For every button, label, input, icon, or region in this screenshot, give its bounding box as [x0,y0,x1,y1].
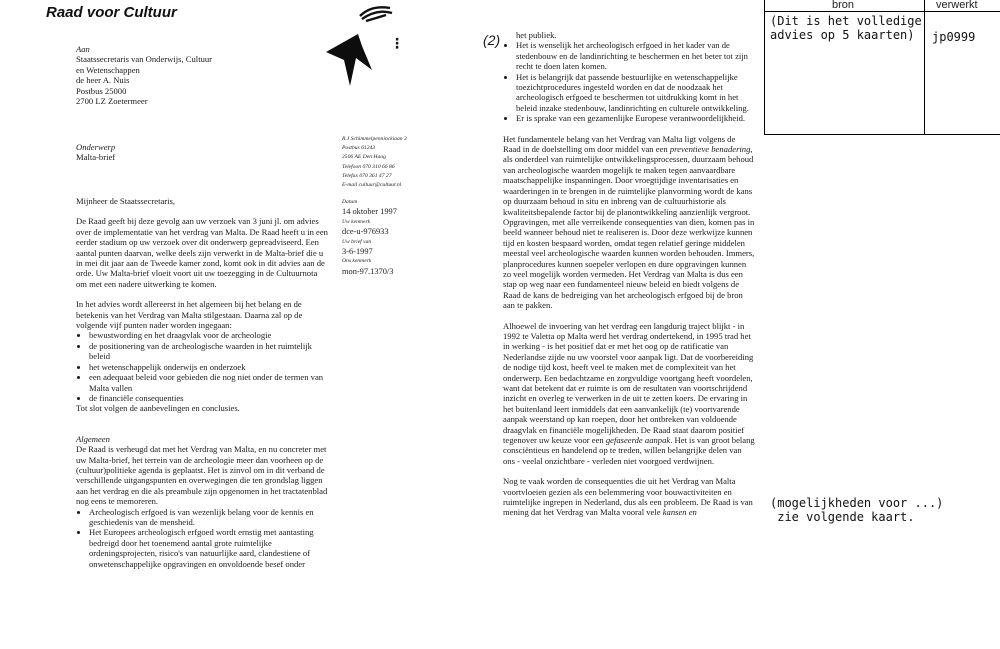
sidebar-address-line: Postbus 61243 [342,145,376,152]
datum-value: 14 oktober 1997 [342,207,397,217]
sidebar-address-line: Telefax 070 361 47 27 [342,172,392,179]
sidebar-address-line: R.J Schimmelpenninckiaan 3 [342,136,407,142]
address-line: Postbus 25000 [76,85,127,96]
uw-kenmerk-label: Uw kenmerk [342,218,371,225]
section-heading: Algemeen [76,433,110,444]
scribble-mark [356,2,396,24]
list-item: • de positionering van de archeologische waarden in het ruimtelijk beleid [89,341,328,362]
list-item: • Het is belangrijk dat passende bestuurlijke en wetenschappelijke toezichtprocedures ingesteld worden en dat de noodzaak het archeologisch erfgoed te beschermen tot uitdrukking komt in het beleid inzake stedenbouw, landinrichting en culturele ontwikkeling. [516,72,755,114]
continuation-note: (mogelijkheden voor ...) zie volgende kaart. [770,496,944,524]
emphasis-text: kansen en [662,507,697,518]
salutation: Mijnheer de Staatssecretaris, [76,196,176,206]
organization-name: Raad voor Cultuur [46,4,177,21]
list-item: • het wetenschappelijk onderwijs en onderzoek [89,362,328,372]
address-line: 2700 LZ Zoetermeer [76,96,148,107]
uw-kenmerk-value: dce-u-976933 [342,227,389,237]
address-to-label: Aan [76,44,90,54]
subject-label: Onderwerp [76,142,116,152]
subject-value: Malta-brief [76,152,116,163]
list-item: • een adequaat beleid voor gebieden die nog niet onder de termen van Malta vallen [89,372,328,393]
subject-block [76,142,276,163]
topic-list [76,330,328,403]
sidebar-meta [342,135,442,277]
address-line: de heer A. Nuis [76,75,130,86]
preamble-list-continued [503,40,755,123]
table-column-divider [924,0,925,134]
paragraph: In het advies wordt allereerst in het algemeen bij het belang en de betekenis van het Verdrag van Malta stilgestaan. Daarna zal op de volgende vijf punten nader worden ingegaan: [76,299,303,331]
sidebar-address-line: E-mail cultuur@cultuur.nl [342,182,402,189]
menu-dots-icon: ⋮ [390,35,404,51]
list-item: • bewustwording en het draagvlak voor de archeologie [89,330,328,340]
emphasis-text: preventieve benadering [669,144,751,155]
table-divider [764,11,1000,12]
left-column [76,196,328,569]
datum-label: Datum [342,199,358,206]
sidebar-address-line: Telefoon 070 310 66 86 [342,163,395,170]
address-line: Staatssecretaris van Onderwijs, Cultuur [76,54,213,65]
ons-kenmerk-label: Ons kenmerk [342,258,372,265]
paragraph: De Raad geeft bij deze gevolg aan uw verzoek van 3 juni jl. om advies over de implementatie van het verdrag van Malta. De Raad heeft u in een eerder stadium op uw verzoek over dit onderwerp gepreadviseerd. Een aantal punten daarvan, welke deels zijn verwerkt in de Malta-brief die u in mei dit jaar aan de Tweede kamer zond, komt ook in dit advies aan de orde. Uw Malta-brief vloeit voort uit uw toezegging in de Cultuurnota om met een nadere uitwerking te komen. [76,216,328,289]
address-block [76,44,296,106]
table-header-bron: bron [832,0,855,11]
paragraph: het publiek. [516,30,557,40]
table-header-verwerkt: verwerkt [936,0,978,11]
preamble-list [76,507,328,569]
paragraph: De Raad is verheugd dat met het Verdrag van Malta, en nu concreter met uw Malta-brief, het terrein van de archeologie meer dan voorheen op de (cultuur)politieke agenda is geplaatst. Het is zinvol om in dit verband de verschillende uitgangspunten en overwegingen die ten grondslag liggen aan het verdrag en die als preambule zijn opgenomen in het tractatenblad nog eens te memoreren. [76,444,328,507]
list-item: • Er is sprake van een gezamenlijke Europese verantwoordelijkheid. [516,113,755,123]
right-column [503,30,755,518]
list-item: • Het is wenselijk het archeologisch erfgoed in het kader van de stedenbouw en de landinrichting te beschermen en het beter tot zijn recht te doen laten komen. [516,40,755,71]
emphasis-text: gefaseerde aanpak [605,435,671,446]
sidebar-address-line: 2506 AE Den Haag [342,154,386,161]
table-note: (Dit is het volledige advies op 5 kaarten) [770,14,922,42]
logo-shape [322,30,384,90]
list-item: • de financiële consequenties [89,393,328,403]
uw-brief-label: Uw brief van [342,238,372,245]
paragraph: Nog te vaak worden de consequenties die uit het Verdrag van Malta voortvloeien gezien als een belemmering voor bouwactiviteiten en ruimtelijke ingrepen in Nederland, dus als een probleem. De Raad is van mening dat het Verdrag van Malta vooral vele kansen en [503,476,753,518]
list-item: • Archeologisch erfgoed is van wezenlijk belang voor de kennis en geschiedenis van de mensheid. [89,507,328,528]
page-number-mark: (2) [483,32,501,48]
paragraph: Alhoewel de invoering van het verdrag een langdurig traject blijkt - in 1992 te Valetta op Malta werd het verdrag ondertekend, in 1995 trad het in werking - is het positief dat er met het oog op de ratificatie van Nederlandse zijde nu uw voorstel voor aanpak ligt. Dat de voorbereiding de nodige tijd kost, heeft veel te maken met de complexiteit van het onderwerp. Een bedachtzame en zorgvuldige voortgang heeft voordelen, want dat betekent dat er ruimte is om de resultaten van voortschrijdend inzicht en overleg te verwerken in de uit te zetten koers. De ervaring in het buitenland leert inmiddels dat een aanvankelijk (te) voortvarende aanpak weerstand op kan roepen, door het ontbreken van voldoende draagvlak en financiële mogelijkheden. De Raad staat daarom positief tegenover uw keuze voor een gefaseerde aanpak. Het is van groot belang consciëntieus en handelend op te treden, willen belangrijke delen van ons - veelal onzichtbare - verleden niet voorgoed verdwijnen. [503,320,755,466]
uw-brief-value: 3-6-1997 [342,246,373,256]
address-line: en Wetenschappen [76,64,140,75]
table-code: jp0999 [932,30,976,44]
paragraph: Het fundamentele belang van het Verdrag van Malta ligt volgens de Raad in de doelstelling om door middel van een preventieve benadering, als onderdeel van ruimtelijke ontwikkelingsprocessen, duurzaam behoud van archeologische waarden mogelijk te maken tegen aanvaardbare maatschappelijke inspanningen. Door vroegtijdige inventarisaties en waarderingen in te brengen in de ruimtelijke planvorming wordt de kans op duurzaam behoud in situ en inbreng van de cultuurhistorie als kwaliteitsbepalende factor bij de planontwikkeling aanzienlijk vergroot. Opgravingen, met alle verreikende consequenties van dien, komen pas in beeld wanneer behoud niet te realiseren is. Door deze werkwijze kunnen tijd en kosten bespaard worden, omdat tegen relatief geringe middelen meestal veel archeologische waarden kunnen worden behouden. Immers, planprocedures kunnen soepeler verlopen en dure opgravingen kunnen zo veel mogelijk worden vermeden. Het Verdrag van Malta is dus een stap op weg naar een fundamenteel nieuw beleid en biedt volgens de Raad de kans de bedreiging van het archeologisch erfgoed bij de bron aan te pakken. [503,133,755,311]
ons-kenmerk-value: mon-97.1370/3 [342,266,394,276]
paragraph: Tot slot volgen de aanbevelingen en conclusies. [76,403,240,414]
list-item: • Het Europees archeologisch erfgoed wordt ernstig met aantasting bedreigd door het toenemend aantal grote ruimtelijke ordeningsprojecten, risico's van natuurlijke aard, clandestiene of onwetenschappelijke opgravingen en onvoldoende besef onder [89,527,328,569]
